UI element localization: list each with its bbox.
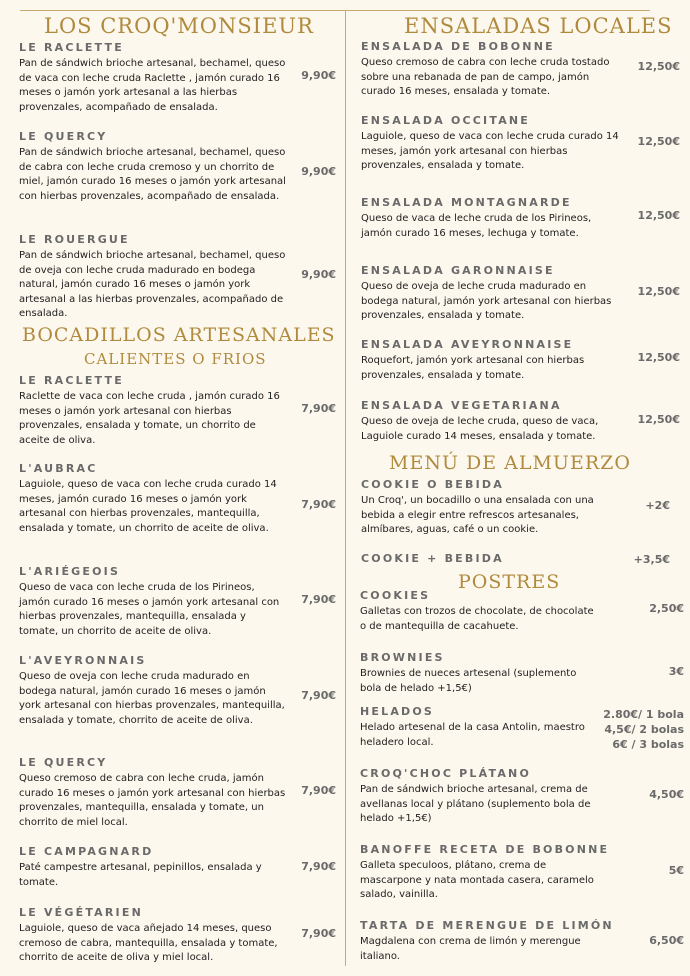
item-price — [603, 707, 684, 752]
item-description: Laguiole, queso de vaca con leche cruda curado 14 meses, jamón york artesanal con hierbas provenzales, ensalada y tomate. — [361, 131, 619, 172]
item-price — [649, 601, 684, 616]
item-name: BANOFFE RECETA DE BOBONNE — [360, 843, 610, 856]
item-description: Queso de oveja de leche cruda madurado en bodega natural, jamón york artesanal con hierbas provenzales, ensalada y tomate. — [361, 281, 612, 322]
menu-item — [19, 233, 287, 322]
menu-item — [361, 478, 609, 538]
item-description: Galleta speculoos, plátano, crema de mascarpone y nata montada casera, caramelo salado, vainilla. — [360, 860, 594, 901]
menu-item — [361, 196, 621, 241]
price-line: 7,90€ — [301, 784, 336, 797]
item-description: Pan de sándwich brioche artesanal, crema de avellanas local y plátano (suplemento bola de helado +1,5€) — [360, 784, 591, 825]
item-description: Pan de sándwich brioche artesanal, bechamel, queso de oveja con leche cruda madurado en bodega natural, jamón curado 16 meses o jamón york artesanal a las hierbas provenzales, acompañado de ensalada. — [19, 250, 286, 320]
item-name: ENSALADA VEGETARIANA — [361, 399, 562, 412]
item-price — [634, 552, 670, 567]
item-name: ENSALADA MONTAGNARDE — [361, 196, 572, 209]
item-description: Queso de vaca con leche cruda de los Pirineos, jamón curado 16 meses o jamón york artesanal con hierbas provenzales, mantequilla, ensalada y tomate, un chorrito de aceite de oliva. — [19, 582, 280, 637]
item-description: Queso de oveja de leche cruda, queso de vaca, Laguiole curado 14 meses, ensalada y tomate. — [361, 416, 599, 442]
item-name: LE RACLETTE — [19, 374, 124, 387]
menu-item — [361, 264, 621, 324]
price-line: 12,50€ — [637, 285, 680, 298]
menu-item — [19, 41, 287, 115]
section-subtitle-bocadillos: CALIENTES O FRIOS — [84, 350, 267, 368]
price-line: 2,50€ — [649, 602, 684, 615]
item-price — [301, 497, 336, 512]
menu-item — [360, 843, 610, 903]
item-name: LE QUERCY — [19, 756, 108, 769]
item-description: Laguiole, queso de vaca con leche cruda curado 14 meses, jamón curado 16 meses o jamón york artesanal con hierbas provenzales, mantequilla, ensalada y tomate, un chorrito de aceite de oliva. — [19, 479, 277, 534]
price-line: 2.80€/ 1 bola — [603, 708, 684, 721]
menu-item — [19, 462, 287, 536]
item-description: Queso de oveja con leche cruda madurado en bodega natural, jamón curado 16 meses o jamón york artesanal con hierbas provenzales, mantequilla, ensalada y tomate, chorrito de aceite de oliva. — [19, 671, 285, 726]
menu-item — [361, 114, 621, 174]
item-price — [669, 664, 684, 679]
item-name: ENSALADA OCCITANE — [361, 114, 531, 127]
item-description: Queso cremoso de cabra con leche cruda tostado sobre una rebanada de pan de campo, jamón curado 16 meses, ensalada y tomate. — [361, 57, 610, 98]
price-line: 12,50€ — [637, 60, 680, 73]
item-description: Paté campestre artesanal, pepinillos, ensalada y tomate. — [19, 862, 262, 888]
section-title-menu: MENÚ DE ALMUERZO — [389, 452, 631, 474]
item-name: COOKIES — [360, 589, 431, 602]
item-name: L'AVEYRONNAIS — [19, 654, 147, 667]
item-description: Pan de sándwich brioche artesanal, bechamel, queso de cabra con leche cruda cremoso y un chorrito de miel, jamón curado 16 meses o jamón york artesanal con hierbas provenzales, acompañado de ensalada. — [19, 147, 286, 202]
price-line: 6€ / 3 bolas — [612, 738, 684, 751]
item-price — [645, 498, 670, 513]
menu-item — [361, 552, 609, 566]
price-line: 12,50€ — [637, 351, 680, 364]
item-price — [301, 783, 336, 798]
item-price — [649, 933, 684, 948]
price-line: 12,50€ — [637, 209, 680, 222]
menu-item — [19, 130, 287, 204]
price-line: 3€ — [668, 665, 684, 678]
price-line: 4,50€ — [649, 788, 684, 801]
item-price — [301, 401, 336, 416]
item-description: Roquefort, jamón york artesanal con hierbas provenzales, ensalada y tomate. — [361, 355, 585, 381]
item-price — [638, 134, 680, 149]
price-line: 9,90€ — [301, 268, 336, 281]
top-rule — [20, 10, 650, 11]
menu-item — [361, 40, 621, 100]
item-description: Magdalena con crema de limón y merengue italiano. — [360, 936, 581, 962]
item-description: Queso cremoso de cabra con leche cruda, jamón curado 16 meses o jamón york artesanal con hierbas provenzales, mantequilla, ensalada y tomate, un chorrito de miel local. — [19, 773, 286, 828]
section-title-postres: POSTRES — [458, 571, 561, 593]
item-price — [301, 164, 336, 179]
price-line: 9,90€ — [301, 165, 336, 178]
menu-item — [360, 589, 600, 634]
item-name: LE CAMPAGNARD — [19, 845, 154, 858]
item-price — [638, 412, 680, 427]
item-price — [301, 267, 336, 282]
item-name: L'AUBRAC — [19, 462, 98, 475]
item-description: Queso de vaca de leche cruda de los Pirineos, jamón curado 16 meses, lechuga y tomate. — [361, 213, 592, 239]
menu-item — [19, 374, 287, 448]
item-name: BROWNIES — [360, 651, 445, 664]
item-description: Brownies de nueces artesenal (suplemento bola de helado +1,5€) — [360, 668, 577, 694]
item-description: Laguiole, queso de vaca añejado 14 meses, queso cremoso de cabra, mantequilla, ensalada y tomate, chorrito de aceite de oliva y miel local. — [19, 923, 278, 964]
item-description: Un Croq', un bocadillo o una ensalada con una bebida a elegir entre refrescos artesanales, almíbares, aguas, café o un cookie. — [361, 495, 594, 536]
item-name: COOKIE O BEBIDA — [361, 478, 504, 491]
item-description: Raclette de vaca con leche cruda , jamón curado 16 meses o jamón york artesanal con hierbas provenzales, ensalada y tomate, un chorrito de aceite de oliva. — [19, 391, 280, 446]
menu-item — [361, 338, 621, 383]
price-line: 7,90€ — [301, 402, 336, 415]
menu-item — [360, 705, 600, 750]
item-price — [301, 68, 336, 83]
item-name: COOKIE + BEBIDA — [361, 552, 504, 565]
item-name: L'ARIÉGEOIS — [19, 565, 121, 578]
menu-item — [19, 906, 287, 966]
item-name: LE ROUERGUE — [19, 233, 130, 246]
menu-item — [360, 651, 600, 696]
menu-item — [360, 919, 614, 964]
item-name: TARTA DE MERENGUE DE LIMÓN — [360, 919, 614, 932]
price-line: 7,90€ — [301, 593, 336, 606]
menu-item — [19, 845, 287, 890]
price-line: 5€ — [668, 864, 684, 877]
price-line: 7,90€ — [301, 927, 336, 940]
menu-item — [19, 654, 287, 728]
item-name: ENSALADA AVEYRONNAISE — [361, 338, 574, 351]
menu-item — [19, 756, 287, 830]
section-title-croq: LOS CROQ'MONSIEUR — [44, 14, 314, 38]
price-line: 7,90€ — [301, 498, 336, 511]
item-name: ENSALADA GARONNAISE — [361, 264, 555, 277]
menu-item — [19, 565, 287, 639]
item-name: LE QUERCY — [19, 130, 108, 143]
section-title-ensaladas: ENSALADAS LOCALES — [404, 14, 673, 38]
item-description: Pan de sándwich brioche artesanal, bechamel, queso de vaca con leche cruda Raclette , jamón curado 16 meses o jamón york artesanal a las hierbas provenzales, acompañado de ensalada. — [19, 58, 286, 113]
price-line: 4,5€/ 2 bolas — [604, 723, 684, 736]
item-price — [649, 787, 684, 802]
item-name: LE RACLETTE — [19, 41, 124, 54]
item-description: Helado artesenal de la casa Antolin, maestro heladero local. — [360, 722, 585, 748]
item-name: ENSALADA DE BOBONNE — [361, 40, 555, 53]
item-price — [638, 208, 680, 223]
item-price — [638, 284, 680, 299]
item-price — [638, 59, 680, 74]
price-line: 7,90€ — [301, 860, 336, 873]
price-line: 6,50€ — [649, 934, 684, 947]
column-divider — [345, 10, 346, 966]
menu-item — [361, 399, 621, 444]
price-line: 12,50€ — [637, 135, 680, 148]
item-name: HELADOS — [360, 705, 435, 718]
item-price — [301, 592, 336, 607]
item-price — [301, 926, 336, 941]
item-price — [301, 688, 336, 703]
section-title-bocadillos: BOCADILLOS ARTESANALES — [22, 324, 336, 346]
price-line: +2€ — [645, 499, 670, 512]
item-price — [638, 350, 680, 365]
price-line: 7,90€ — [301, 689, 336, 702]
price-line: 12,50€ — [637, 413, 680, 426]
price-line: 9,90€ — [301, 69, 336, 82]
menu-item — [360, 767, 600, 827]
item-description: Galletas con trozos de chocolate, de chocolate o de mantequilla de cacahuete. — [360, 606, 594, 632]
item-name: LE VÉGÉTARIEN — [19, 906, 143, 919]
item-name: CROQ'CHOC PLÁTANO — [360, 767, 531, 780]
price-line: +3,5€ — [633, 553, 670, 566]
item-price — [301, 859, 336, 874]
item-price — [669, 863, 684, 878]
